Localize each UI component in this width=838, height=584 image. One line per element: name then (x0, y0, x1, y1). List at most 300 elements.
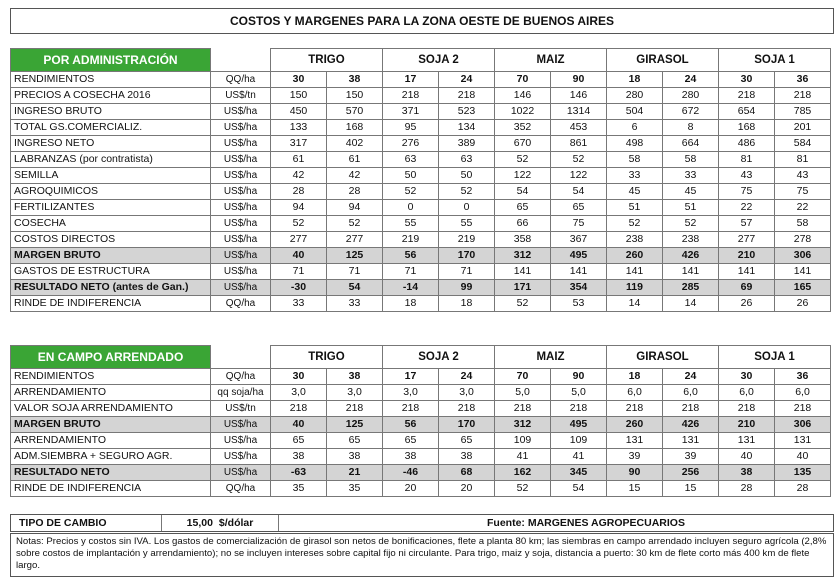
value-cell: 218 (551, 401, 607, 417)
row-unit: US$/ha (211, 433, 271, 449)
value-cell: 36 (775, 369, 831, 385)
row-label: RENDIMIENTOS (11, 369, 211, 385)
value-cell: 56 (383, 417, 439, 433)
value-cell: 168 (719, 120, 775, 136)
value-cell: 18 (439, 296, 495, 312)
table-row (11, 232, 831, 248)
value-cell: 133 (271, 120, 327, 136)
value-cell: 24 (663, 72, 719, 88)
value-cell: 24 (439, 72, 495, 88)
value-cell: 90 (551, 369, 607, 385)
value-cell: 109 (495, 433, 551, 449)
value-cell: 277 (719, 232, 775, 248)
row-label: COSECHA (11, 216, 211, 232)
value-cell: 81 (719, 152, 775, 168)
value-cell: 280 (663, 88, 719, 104)
value-cell: 3,0 (439, 385, 495, 401)
value-cell: 358 (495, 232, 551, 248)
value-cell: 218 (327, 401, 383, 417)
table-row (11, 433, 831, 449)
value-cell: 306 (775, 417, 831, 433)
value-cell: 453 (551, 120, 607, 136)
value-cell: 170 (439, 248, 495, 264)
value-cell: 14 (607, 296, 663, 312)
value-cell: 317 (271, 136, 327, 152)
table-row (11, 369, 831, 385)
value-cell: 75 (551, 216, 607, 232)
row-unit: QQ/ha (211, 72, 271, 88)
row-unit: US$/ha (211, 280, 271, 296)
value-cell: 35 (271, 481, 327, 497)
value-cell: 672 (663, 104, 719, 120)
value-cell: 61 (327, 152, 383, 168)
table-row (11, 104, 831, 120)
value-cell: 38 (327, 449, 383, 465)
value-cell: 238 (663, 232, 719, 248)
value-cell: 51 (663, 200, 719, 216)
value-cell: 45 (663, 184, 719, 200)
value-cell: 664 (663, 136, 719, 152)
value-cell: 278 (775, 232, 831, 248)
table-row (11, 168, 831, 184)
value-cell: 218 (719, 401, 775, 417)
value-cell: 5,0 (495, 385, 551, 401)
value-cell: 3,0 (327, 385, 383, 401)
value-cell: 170 (439, 417, 495, 433)
value-cell: 210 (719, 417, 775, 433)
row-label: ADM.SIEMBRA + SEGURO AGR. (11, 449, 211, 465)
value-cell: 38 (439, 449, 495, 465)
row-unit: US$/ha (211, 264, 271, 280)
table-row (11, 72, 831, 88)
row-label: AGROQUIMICOS (11, 184, 211, 200)
value-cell: 42 (327, 168, 383, 184)
value-cell: 99 (439, 280, 495, 296)
value-cell: 69 (719, 280, 775, 296)
value-cell: 131 (663, 433, 719, 449)
value-cell: 55 (383, 216, 439, 232)
value-cell: 3,0 (383, 385, 439, 401)
value-cell: 52 (551, 152, 607, 168)
value-cell: 42 (271, 168, 327, 184)
value-cell: 95 (383, 120, 439, 136)
row-label: COSTOS DIRECTOS (11, 232, 211, 248)
row-label: RINDE DE INDIFERENCIA (11, 296, 211, 312)
row-unit: QQ/ha (211, 369, 271, 385)
row-label: INGRESO BRUTO (11, 104, 211, 120)
value-cell: 345 (551, 465, 607, 481)
crop-header: TRIGO (271, 49, 383, 72)
value-cell: 354 (551, 280, 607, 296)
value-cell: -63 (271, 465, 327, 481)
value-cell: 61 (271, 152, 327, 168)
value-cell: 71 (327, 264, 383, 280)
value-cell: 54 (551, 481, 607, 497)
value-cell: 141 (607, 264, 663, 280)
value-cell: 450 (271, 104, 327, 120)
value-cell: 277 (327, 232, 383, 248)
value-cell: 22 (775, 200, 831, 216)
value-cell: 218 (439, 401, 495, 417)
value-cell: 52 (495, 481, 551, 497)
row-unit: US$/ha (211, 248, 271, 264)
value-cell: 6,0 (775, 385, 831, 401)
value-cell: 28 (271, 184, 327, 200)
section-label: POR ADMINISTRACIÓN (11, 49, 211, 72)
notes-text: Notas: Precios y costos sin IVA. Los gastos de comercialización de girasol son netos de bonificaciones, flete a planta 80 km; las siembras en campo arrendado incluyen seguro agrícola (2,8% sobre costos de implantación y arrendamiento); no se incluyen intereses sobre capital fijo ni circulante. Para trigo, maiz y soja, distancia a puerto: 30 km de flete corto más 400 km de flete largo. (10, 533, 834, 577)
value-cell: 141 (551, 264, 607, 280)
value-cell: 426 (663, 417, 719, 433)
value-cell: 218 (383, 88, 439, 104)
row-label: VALOR SOJA ARRENDAMIENTO (11, 401, 211, 417)
value-cell: 58 (663, 152, 719, 168)
value-cell: 52 (439, 184, 495, 200)
value-cell: 495 (551, 417, 607, 433)
row-unit: US$/ha (211, 449, 271, 465)
value-cell: 486 (719, 136, 775, 152)
value-cell: 131 (775, 433, 831, 449)
value-cell: 28 (719, 481, 775, 497)
value-cell: 504 (607, 104, 663, 120)
value-cell: 20 (439, 481, 495, 497)
header-spacer (211, 49, 271, 72)
value-cell: 39 (607, 449, 663, 465)
value-cell: 141 (495, 264, 551, 280)
value-cell: 367 (551, 232, 607, 248)
table-row (11, 120, 831, 136)
exchange-rate-bar (10, 514, 834, 532)
value-cell: 18 (383, 296, 439, 312)
crop-header: SOJA 2 (383, 49, 495, 72)
value-cell: 141 (663, 264, 719, 280)
value-cell: 20 (383, 481, 439, 497)
value-cell: 65 (327, 433, 383, 449)
value-cell: 40 (271, 417, 327, 433)
value-cell: 523 (439, 104, 495, 120)
value-cell: 119 (607, 280, 663, 296)
value-cell: 218 (383, 401, 439, 417)
value-cell: 40 (271, 248, 327, 264)
value-cell: 218 (607, 401, 663, 417)
value-cell: 52 (495, 152, 551, 168)
value-cell: 17 (383, 369, 439, 385)
row-label: INGRESO NETO (11, 136, 211, 152)
value-cell: 260 (607, 417, 663, 433)
row-label: ARRENDAMIENTO (11, 385, 211, 401)
source-label: Fuente: MARGENES AGROPECUARIOS (487, 517, 685, 529)
administration-table (10, 48, 831, 312)
table-row (11, 200, 831, 216)
value-cell: 312 (495, 417, 551, 433)
value-cell: 41 (495, 449, 551, 465)
table-row (11, 401, 831, 417)
value-cell: 8 (663, 120, 719, 136)
value-cell: 94 (327, 200, 383, 216)
leased-field-table (10, 345, 831, 497)
value-cell: 218 (271, 401, 327, 417)
value-cell: 135 (775, 465, 831, 481)
value-cell: 54 (551, 184, 607, 200)
value-cell: 54 (327, 280, 383, 296)
value-cell: 81 (775, 152, 831, 168)
exchange-rate-label: TIPO DE CAMBIO (11, 515, 162, 531)
section-label: EN CAMPO ARRENDADO (11, 346, 211, 369)
row-label: PRECIOS A COSECHA 2016 (11, 88, 211, 104)
value-cell: 52 (271, 216, 327, 232)
value-cell: 861 (551, 136, 607, 152)
value-cell: 38 (327, 369, 383, 385)
crop-header: MAIZ (495, 346, 607, 369)
value-cell: 141 (775, 264, 831, 280)
value-cell: 53 (551, 296, 607, 312)
table-row (11, 481, 831, 497)
table-row (11, 465, 831, 481)
row-label: GASTOS DE ESTRUCTURA (11, 264, 211, 280)
value-cell: 65 (271, 433, 327, 449)
value-cell: 402 (327, 136, 383, 152)
value-cell: -46 (383, 465, 439, 481)
value-cell: 218 (663, 401, 719, 417)
row-label: FERTILIZANTES (11, 200, 211, 216)
value-cell: 51 (607, 200, 663, 216)
value-cell: 371 (383, 104, 439, 120)
value-cell: 52 (383, 184, 439, 200)
value-cell: 125 (327, 417, 383, 433)
value-cell: 277 (271, 232, 327, 248)
crop-header: TRIGO (271, 346, 383, 369)
row-label: SEMILLA (11, 168, 211, 184)
value-cell: 201 (775, 120, 831, 136)
value-cell: 219 (383, 232, 439, 248)
table-row (11, 248, 831, 264)
row-unit: US$/ha (211, 232, 271, 248)
value-cell: 18 (607, 369, 663, 385)
row-unit: US$/tn (211, 401, 271, 417)
value-cell: 150 (327, 88, 383, 104)
value-cell: 38 (271, 449, 327, 465)
value-cell: 39 (663, 449, 719, 465)
value-cell: 38 (327, 72, 383, 88)
value-cell: 131 (607, 433, 663, 449)
value-cell: 30 (271, 369, 327, 385)
value-cell: 15 (663, 481, 719, 497)
crop-header: GIRASOL (607, 49, 719, 72)
value-cell: -30 (271, 280, 327, 296)
value-cell: 26 (775, 296, 831, 312)
value-cell: 6,0 (663, 385, 719, 401)
value-cell: 71 (439, 264, 495, 280)
value-cell: -14 (383, 280, 439, 296)
value-cell: 210 (719, 248, 775, 264)
value-cell: 30 (719, 369, 775, 385)
header-row (11, 49, 831, 72)
value-cell: 41 (551, 449, 607, 465)
value-cell: 570 (327, 104, 383, 120)
page-title: COSTOS Y MARGENES PARA LA ZONA OESTE DE BUENOS AIRES (10, 8, 834, 34)
value-cell: 33 (663, 168, 719, 184)
value-cell: 0 (439, 200, 495, 216)
value-cell: 146 (551, 88, 607, 104)
value-cell: 5,0 (551, 385, 607, 401)
value-cell: 276 (383, 136, 439, 152)
value-cell: 218 (719, 88, 775, 104)
value-cell: 38 (383, 449, 439, 465)
value-cell: 52 (327, 216, 383, 232)
value-cell: 90 (551, 72, 607, 88)
value-cell: 65 (439, 433, 495, 449)
table-row (11, 417, 831, 433)
value-cell: 218 (439, 88, 495, 104)
value-cell: 150 (271, 88, 327, 104)
crop-header: GIRASOL (607, 346, 719, 369)
row-label: MARGEN BRUTO (11, 248, 211, 264)
value-cell: 55 (439, 216, 495, 232)
value-cell: 654 (719, 104, 775, 120)
value-cell: 65 (551, 200, 607, 216)
row-unit: US$/ha (211, 120, 271, 136)
value-cell: 33 (327, 296, 383, 312)
row-unit: QQ/ha (211, 296, 271, 312)
row-unit: US$/ha (211, 184, 271, 200)
row-unit: US$/ha (211, 216, 271, 232)
value-cell: 260 (607, 248, 663, 264)
value-cell: 63 (439, 152, 495, 168)
crop-header: SOJA 1 (719, 346, 831, 369)
row-label: RESULTADO NETO (11, 465, 211, 481)
value-cell: 21 (327, 465, 383, 481)
value-cell: 1314 (551, 104, 607, 120)
value-cell: 30 (271, 72, 327, 88)
row-unit: US$/ha (211, 136, 271, 152)
value-cell: 45 (607, 184, 663, 200)
table-row (11, 449, 831, 465)
row-label: MARGEN BRUTO (11, 417, 211, 433)
value-cell: 146 (495, 88, 551, 104)
value-cell: 256 (663, 465, 719, 481)
value-cell: 54 (495, 184, 551, 200)
value-cell: 14 (663, 296, 719, 312)
row-unit: QQ/ha (211, 481, 271, 497)
value-cell: 40 (719, 449, 775, 465)
value-cell: 162 (495, 465, 551, 481)
value-cell: 785 (775, 104, 831, 120)
value-cell: 141 (719, 264, 775, 280)
value-cell: 1022 (495, 104, 551, 120)
value-cell: 71 (271, 264, 327, 280)
value-cell: 218 (775, 401, 831, 417)
table-row (11, 280, 831, 296)
value-cell: 168 (327, 120, 383, 136)
value-cell: 15 (607, 481, 663, 497)
value-cell: 52 (495, 296, 551, 312)
value-cell: 24 (439, 369, 495, 385)
value-cell: 109 (551, 433, 607, 449)
value-cell: 63 (383, 152, 439, 168)
value-cell: 165 (775, 280, 831, 296)
value-cell: 52 (663, 216, 719, 232)
value-cell: 65 (383, 433, 439, 449)
value-cell: 43 (719, 168, 775, 184)
exchange-rate-value: 15,00 (186, 517, 213, 529)
table-row (11, 152, 831, 168)
value-cell: 312 (495, 248, 551, 264)
value-cell: 125 (327, 248, 383, 264)
row-label: ARRENDAMIENTO (11, 433, 211, 449)
value-cell: 6 (607, 120, 663, 136)
row-unit: US$/tn (211, 88, 271, 104)
table-row (11, 216, 831, 232)
value-cell: 122 (551, 168, 607, 184)
value-cell: 134 (439, 120, 495, 136)
value-cell: 70 (495, 369, 551, 385)
table-row (11, 184, 831, 200)
value-cell: 57 (719, 216, 775, 232)
value-cell: 28 (327, 184, 383, 200)
value-cell: 56 (383, 248, 439, 264)
value-cell: 17 (383, 72, 439, 88)
value-cell: 43 (775, 168, 831, 184)
value-cell: 58 (607, 152, 663, 168)
value-cell: 18 (607, 72, 663, 88)
value-cell: 65 (495, 200, 551, 216)
value-cell: 280 (607, 88, 663, 104)
crop-header: MAIZ (495, 49, 607, 72)
row-unit: US$/ha (211, 465, 271, 481)
value-cell: 219 (439, 232, 495, 248)
value-cell: 50 (439, 168, 495, 184)
value-cell: 24 (663, 369, 719, 385)
value-cell: 70 (495, 72, 551, 88)
value-cell: 218 (775, 88, 831, 104)
value-cell: 66 (495, 216, 551, 232)
value-cell: 171 (495, 280, 551, 296)
row-unit: US$/ha (211, 104, 271, 120)
value-cell: 6,0 (719, 385, 775, 401)
value-cell: 498 (607, 136, 663, 152)
value-cell: 38 (719, 465, 775, 481)
value-cell: 52 (607, 216, 663, 232)
value-cell: 35 (327, 481, 383, 497)
value-cell: 30 (719, 72, 775, 88)
value-cell: 670 (495, 136, 551, 152)
row-unit: US$/ha (211, 152, 271, 168)
crop-header: SOJA 1 (719, 49, 831, 72)
value-cell: 90 (607, 465, 663, 481)
row-unit: US$/ha (211, 168, 271, 184)
value-cell: 122 (495, 168, 551, 184)
value-cell: 0 (383, 200, 439, 216)
value-cell: 71 (383, 264, 439, 280)
value-cell: 75 (719, 184, 775, 200)
value-cell: 131 (719, 433, 775, 449)
value-cell: 40 (775, 449, 831, 465)
table-row (11, 296, 831, 312)
value-cell: 28 (775, 481, 831, 497)
value-cell: 50 (383, 168, 439, 184)
row-unit: US$/ha (211, 200, 271, 216)
row-unit: US$/ha (211, 417, 271, 433)
header-spacer (211, 346, 271, 369)
value-cell: 33 (271, 296, 327, 312)
row-unit: qq soja/ha (211, 385, 271, 401)
table-row (11, 385, 831, 401)
exchange-rate-value-cell (162, 515, 279, 531)
crop-header: SOJA 2 (383, 346, 495, 369)
value-cell: 389 (439, 136, 495, 152)
value-cell: 3,0 (271, 385, 327, 401)
exchange-rate-unit: $/dólar (218, 517, 254, 529)
row-label: RENDIMIENTOS (11, 72, 211, 88)
